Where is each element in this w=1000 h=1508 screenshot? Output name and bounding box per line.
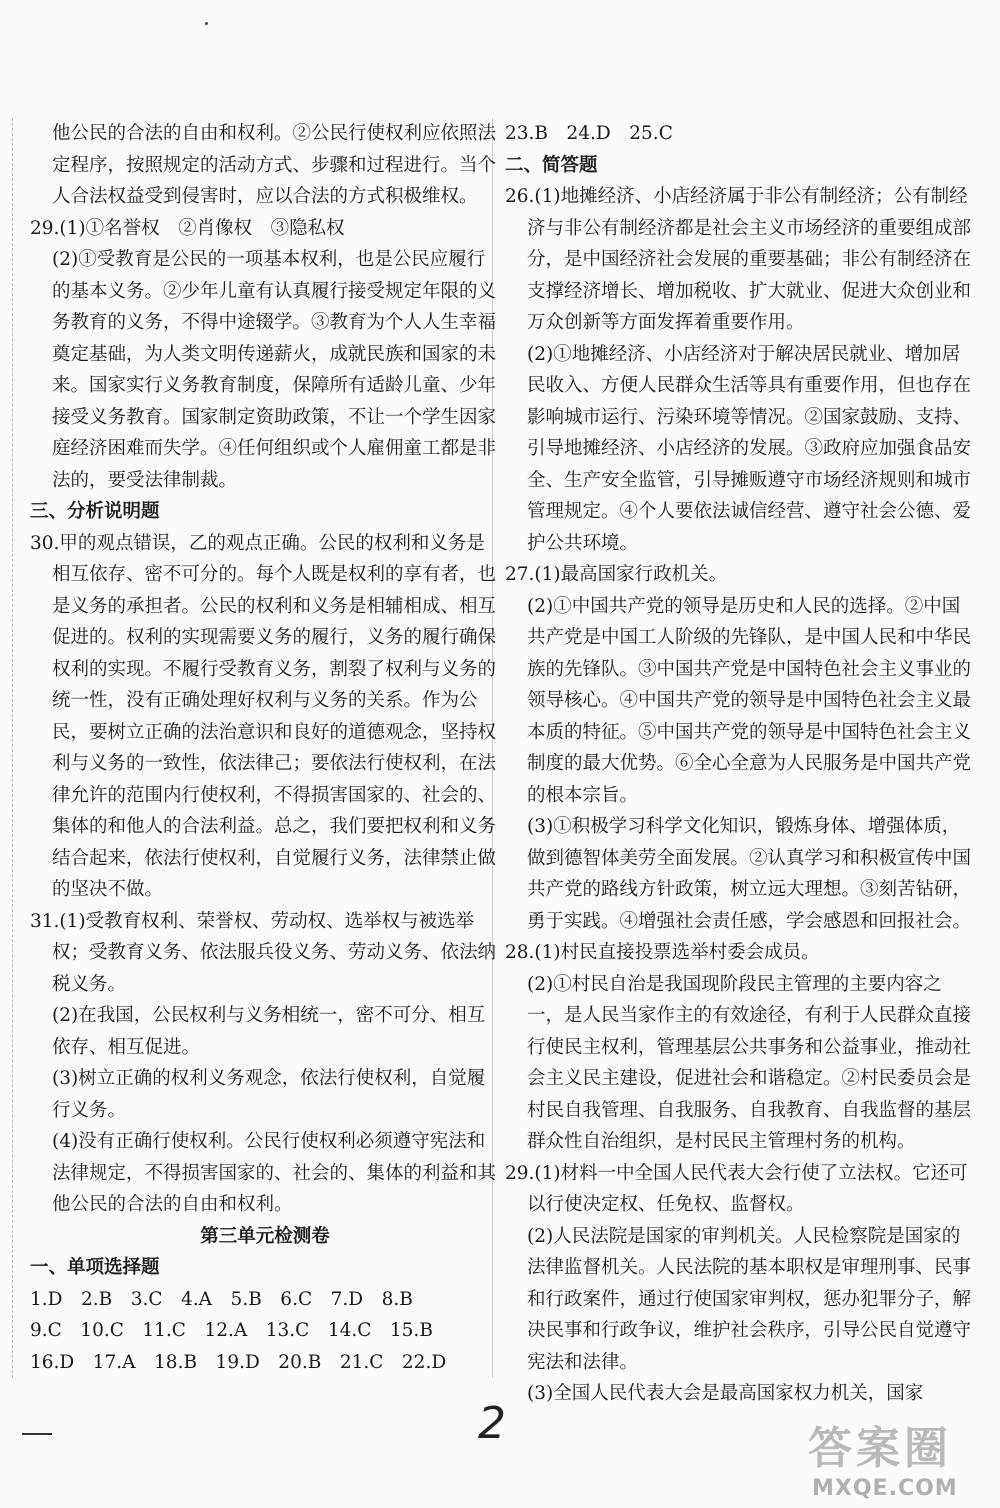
answer-28-part1: 28.(1)村民直接投票选举村委会成员。 — [505, 942, 820, 963]
section-heading-short-answer: 二、简答题 — [505, 154, 598, 176]
left-column — [30, 118, 500, 1378]
choice-answers-row-1: 1.D 2.B 3.C 4.A 5.B 6.C 7.D 8.B — [30, 1288, 413, 1310]
answer-29-part3-right: (3)全国人民代表大会是最高国家权力机关，国家 — [527, 1383, 924, 1404]
section-heading-single-choice: 一、单项选择题 — [30, 1257, 160, 1278]
watermark-url: MXQE.COM — [812, 1476, 958, 1501]
right-column — [505, 118, 975, 1410]
answer-27-part3: (3)①积极学习科学文化知识，锻炼身体、增强体质，做到德智体美劳全面发展。②认真学习和积极宣传中国共产党的路线方针政策，树立远大理想。③刻苦钻研，勇于实践。④增强社会责任感，学会感恩和回报社会。 — [527, 816, 972, 932]
section-heading-analysis: 三、分析说明题 — [30, 501, 160, 522]
choice-answers-row-3: 16.D 17.A 18.B 19.D 20.B 21.C 22.D — [30, 1351, 447, 1373]
answer-29-part1-right: 29.(1)材料一中全国人民代表大会行使了立法权。它还可以行使决定权、任免权、监督权。 — [505, 1162, 968, 1215]
choice-answers-row-4: 23.B 24.D 25.C — [505, 123, 673, 144]
watermark-logo-text: 答案圈 — [808, 1423, 952, 1474]
answer-26-part1: 26.(1)地摊经济、小店经济属于非公有制经济；公有制经济与非公有制经济都是社会主义市场经济的重要组成部分，是中国经济社会发展的重要基础；非公有制经济在支撑经济增长、增加税收、扩大就业、促进大众创业和万众创新等方面发挥着重要作用。 — [505, 186, 972, 333]
answer-29-part2-right: (2)人民法院是国家的审判机关。人民检察院是国家的法律监督机关。人民法院的基本职权是审理刑事、民事和行政案件，通过行使国家审判权，惩办犯罪分子，解决民事和行政争议，维护社会秩序，引导公民自觉遵守宪法和法律。 — [527, 1225, 972, 1373]
scan-dot — [205, 22, 208, 25]
answer-31-part2: (2)在我国，公民权利与义务相统一，密不可分、相互依存、相互促进。 — [52, 1005, 486, 1058]
corner-mark — [22, 1433, 52, 1435]
binding-margin-rule — [12, 118, 13, 1378]
choice-answers-row-2: 9.C 10.C 11.C 12.A 13.C 14.C 15.B — [30, 1320, 433, 1341]
answer-30: 30.甲的观点错误，乙的观点正确。公民的权利和义务是相互依存、密不可分的。每个人既是权利的享有者，也是义务的承担者。公民的权利和义务是相辅相成、相互促进的。权利的实现需要义务的履行，义务的履行确保权利的实现。不履行受教育义务，割裂了权利与义务的统一性，没有正确处理好权利与义务的关系。作为公民，要树立正确的法治意识和良好的道德观念，坚持权利与义务的一致性，依法律己；要依法行使权利，在法律允许的范围内行使权利，不得损害国家的、社会的、集体的和他人的合法利益。总之，我们要把权利和义务结合起来，依法行使权利，自觉履行义务，法律禁止做的坚决不做。 — [30, 532, 497, 900]
answer-27-part2: (2)①中国共产党的领导是历史和人民的选择。②中国共产党是中国工人阶级的先锋队，是中国人民和中华民族的先锋队。③中国共产党是中国特色社会主义事业的领导核心。④中国共产党的领导是中国特色社会主义最本质的特征。⑤中国共产党的领导是中国特色社会主义制度的最大优势。⑥全心全意为人民服务是中国共产党的根本宗旨。 — [527, 595, 972, 806]
answer-continuation: 他公民的合法的自由和权利。②公民行使权利应依照法定程序，按照规定的活动方式、步骤和过程进行。当个人合法权益受到侵害时，应以合法的方式积极维权。 — [52, 123, 497, 207]
answer-28-part2: (2)①村民自治是我国现阶段民主管理的主要内容之一，是人民当家作主的有效途径，有利于人民群众直接行使民主权利，管理基层公共事务和公益事业，推动社会主义民主建设，促进社会和谐稳定。②村民委员会是村民自我管理、自我服务、自我教育、自我监督的基层群众性自治组织，是村民民主管理村务的机构。 — [527, 973, 972, 1152]
answer-29-part1: 29.(1)①名誉权 ②肖像权 ③隐私权 — [30, 217, 345, 239]
answer-29-part2: (2)①受教育是公民的一项基本权利，也是公民应履行的基本义务。②少年儿童有认真履行接受规定年限的义务教育的义务，不得中途辍学。③教育为个人人生幸福奠定基础，为人类文明传递薪火，成就民族和国家的未来。国家实行义务教育制度，保障所有适龄儿童、少年接受义务教育。国家制定资助政策，不让一个学生因家庭经济困难而失学。④任何组织或个人雇佣童工都是非法的，要受法律制裁。 — [52, 249, 497, 491]
answer-31-part3: (3)树立正确的权利义务观念，依法行使权利，自觉履行义务。 — [52, 1068, 486, 1121]
answer-31-part1: 31.(1)受教育权利、荣誉权、劳动权、选举权与被选举权；受教育义务、依法服兵役义务、劳动义务、依法纳税义务。 — [30, 910, 497, 995]
unit-title: 第三单元检测卷 — [200, 1225, 330, 1247]
answer-26-part2: (2)①地摊经济、小店经济对于解决居民就业、增加居民收入、方便人民群众生活等具有重要作用，但也存在影响城市运行、污染环境等情况。②国家鼓励、支持、引导地摊经济、小店经济的发展。③政府应加强食品安全、生产安全监管，引导摊贩遵守市场经济规则和城市管理规定。④个人要依法诚信经营、遵守社会公德、爱护公共环境。 — [527, 343, 972, 554]
page-number: 2 — [478, 1398, 506, 1449]
watermark-logo — [808, 1420, 988, 1500]
answer-27-part1: 27.(1)最高国家行政机关。 — [505, 564, 728, 585]
answer-31-part4: (4)没有正确行使权利。公民行使权利必须遵守宪法和法律规定，不得损害国家的、社会的、集体的利益和其他公民的合法的自由和权利。 — [52, 1131, 497, 1215]
